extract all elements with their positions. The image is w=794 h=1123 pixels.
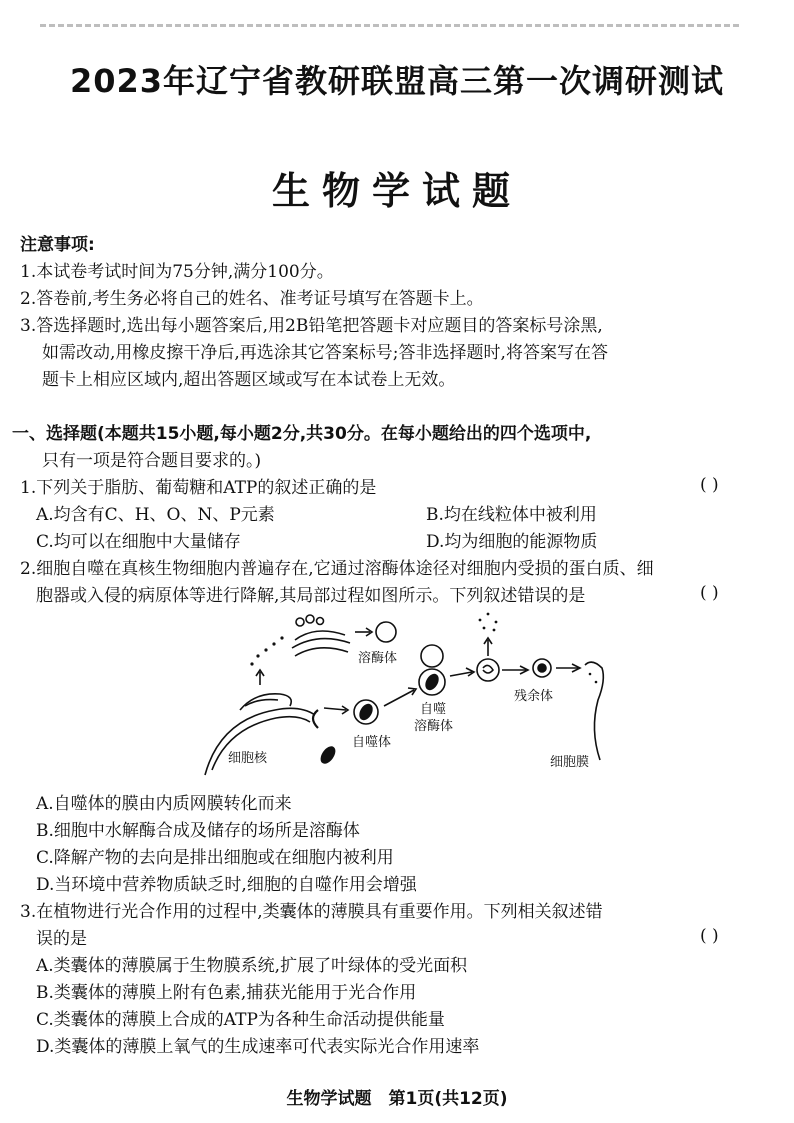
question-3-stem-line2: 误的是 xyxy=(36,929,87,949)
subject-title: 生物学试题 xyxy=(271,169,522,213)
label-autophagosome: 自噬体 xyxy=(352,735,392,750)
option-b: B.类囊体的薄膜上附有色素,捕获光能用于光合作用 xyxy=(36,983,417,1003)
label-cell-membrane: 细胞膜 xyxy=(550,755,590,770)
option-c: C.降解产物的去向是排出细胞或在细胞内被利用 xyxy=(36,848,394,868)
page-footer: 生物学试题 第1页(共12页) xyxy=(286,1089,508,1109)
note-item: 题卡上相应区域内,超出答题区域或写在本试卷上无效。 xyxy=(42,370,456,390)
option-b: B.均在线粒体中被利用 xyxy=(426,505,597,525)
label-autolysosome-2: 溶酶体 xyxy=(414,719,454,734)
notes-heading: 注意事项: xyxy=(20,235,95,255)
answer-paren: ( ) xyxy=(700,583,719,603)
note-item: 2.答卷前,考生务必将自己的姓名、准考证号填写在答题卡上。 xyxy=(20,289,484,309)
er-membrane xyxy=(240,694,291,710)
note-item: 如需改动,用橡皮擦干净后,再选涂其它答案标号;答非选择题时,将答案写在答 xyxy=(42,343,608,363)
option-d: D.类囊体的薄膜上氧气的生成速率可代表实际光合作用速率 xyxy=(36,1037,480,1057)
question-2-stem-line1: 2.细胞自噬在真核生物细胞内普遍存在,它通过溶酶体途径对细胞内受损的蛋白质、细 xyxy=(20,559,654,579)
question-2-stem-line2: 胞器或入侵的病原体等进行降解,其局部过程如图所示。下列叙述错误的是 xyxy=(36,586,586,606)
top-border xyxy=(40,24,740,27)
section-heading-line2: 只有一项是符合题目要求的。) xyxy=(42,451,262,471)
section-heading-line1: 一、选择题(本题共15小题,每小题2分,共30分。在每小题给出的四个选项中, xyxy=(12,424,592,444)
option-a: A.自噬体的膜由内质网膜转化而来 xyxy=(36,794,292,814)
exam-title: 2023年辽宁省教研联盟高三第一次调研测试 xyxy=(69,62,725,100)
option-d: D.当环境中营养物质缺乏时,细胞的自噬作用会增强 xyxy=(36,875,417,895)
label-residual-body: 残余体 xyxy=(514,689,554,704)
option-c: C.类囊体的薄膜上合成的ATP为各种生命活动提供能量 xyxy=(36,1010,445,1030)
note-item: 1.本试卷考试时间为75分钟,满分100分。 xyxy=(20,262,334,282)
cell-membrane-shape xyxy=(585,662,603,760)
answer-paren: ( ) xyxy=(700,475,719,495)
autophagy-diagram xyxy=(200,610,620,780)
phagophore xyxy=(313,710,318,728)
option-b: B.细胞中水解酶合成及储存的场所是溶酶体 xyxy=(36,821,360,841)
option-d: D.均为细胞的能源物质 xyxy=(426,532,598,552)
option-a: A.类囊体的薄膜属于生物膜系统,扩展了叶绿体的受光面积 xyxy=(36,956,468,976)
question-3-stem-line1: 3.在植物进行光合作用的过程中,类囊体的薄膜具有重要作用。下列相关叙述错 xyxy=(20,902,603,922)
label-nucleus: 细胞核 xyxy=(228,751,268,766)
option-a: A.均含有C、H、O、N、P元素 xyxy=(36,505,275,525)
lysosome-shape xyxy=(376,622,396,642)
label-lysosome: 溶酶体 xyxy=(358,651,398,666)
note-item: 3.答选择题时,选出每小题答案后,用2B铅笔把答题卡对应题目的答案标号涂黑, xyxy=(20,316,603,336)
option-c: C.均可以在细胞中大量储存 xyxy=(36,532,241,552)
section-heading xyxy=(12,421,591,447)
label-autolysosome-1: 自噬 xyxy=(420,702,447,717)
question-1-stem: 1.下列关于脂肪、葡萄糖和ATP的叙述正确的是 xyxy=(20,478,377,498)
answer-paren: ( ) xyxy=(700,926,719,946)
